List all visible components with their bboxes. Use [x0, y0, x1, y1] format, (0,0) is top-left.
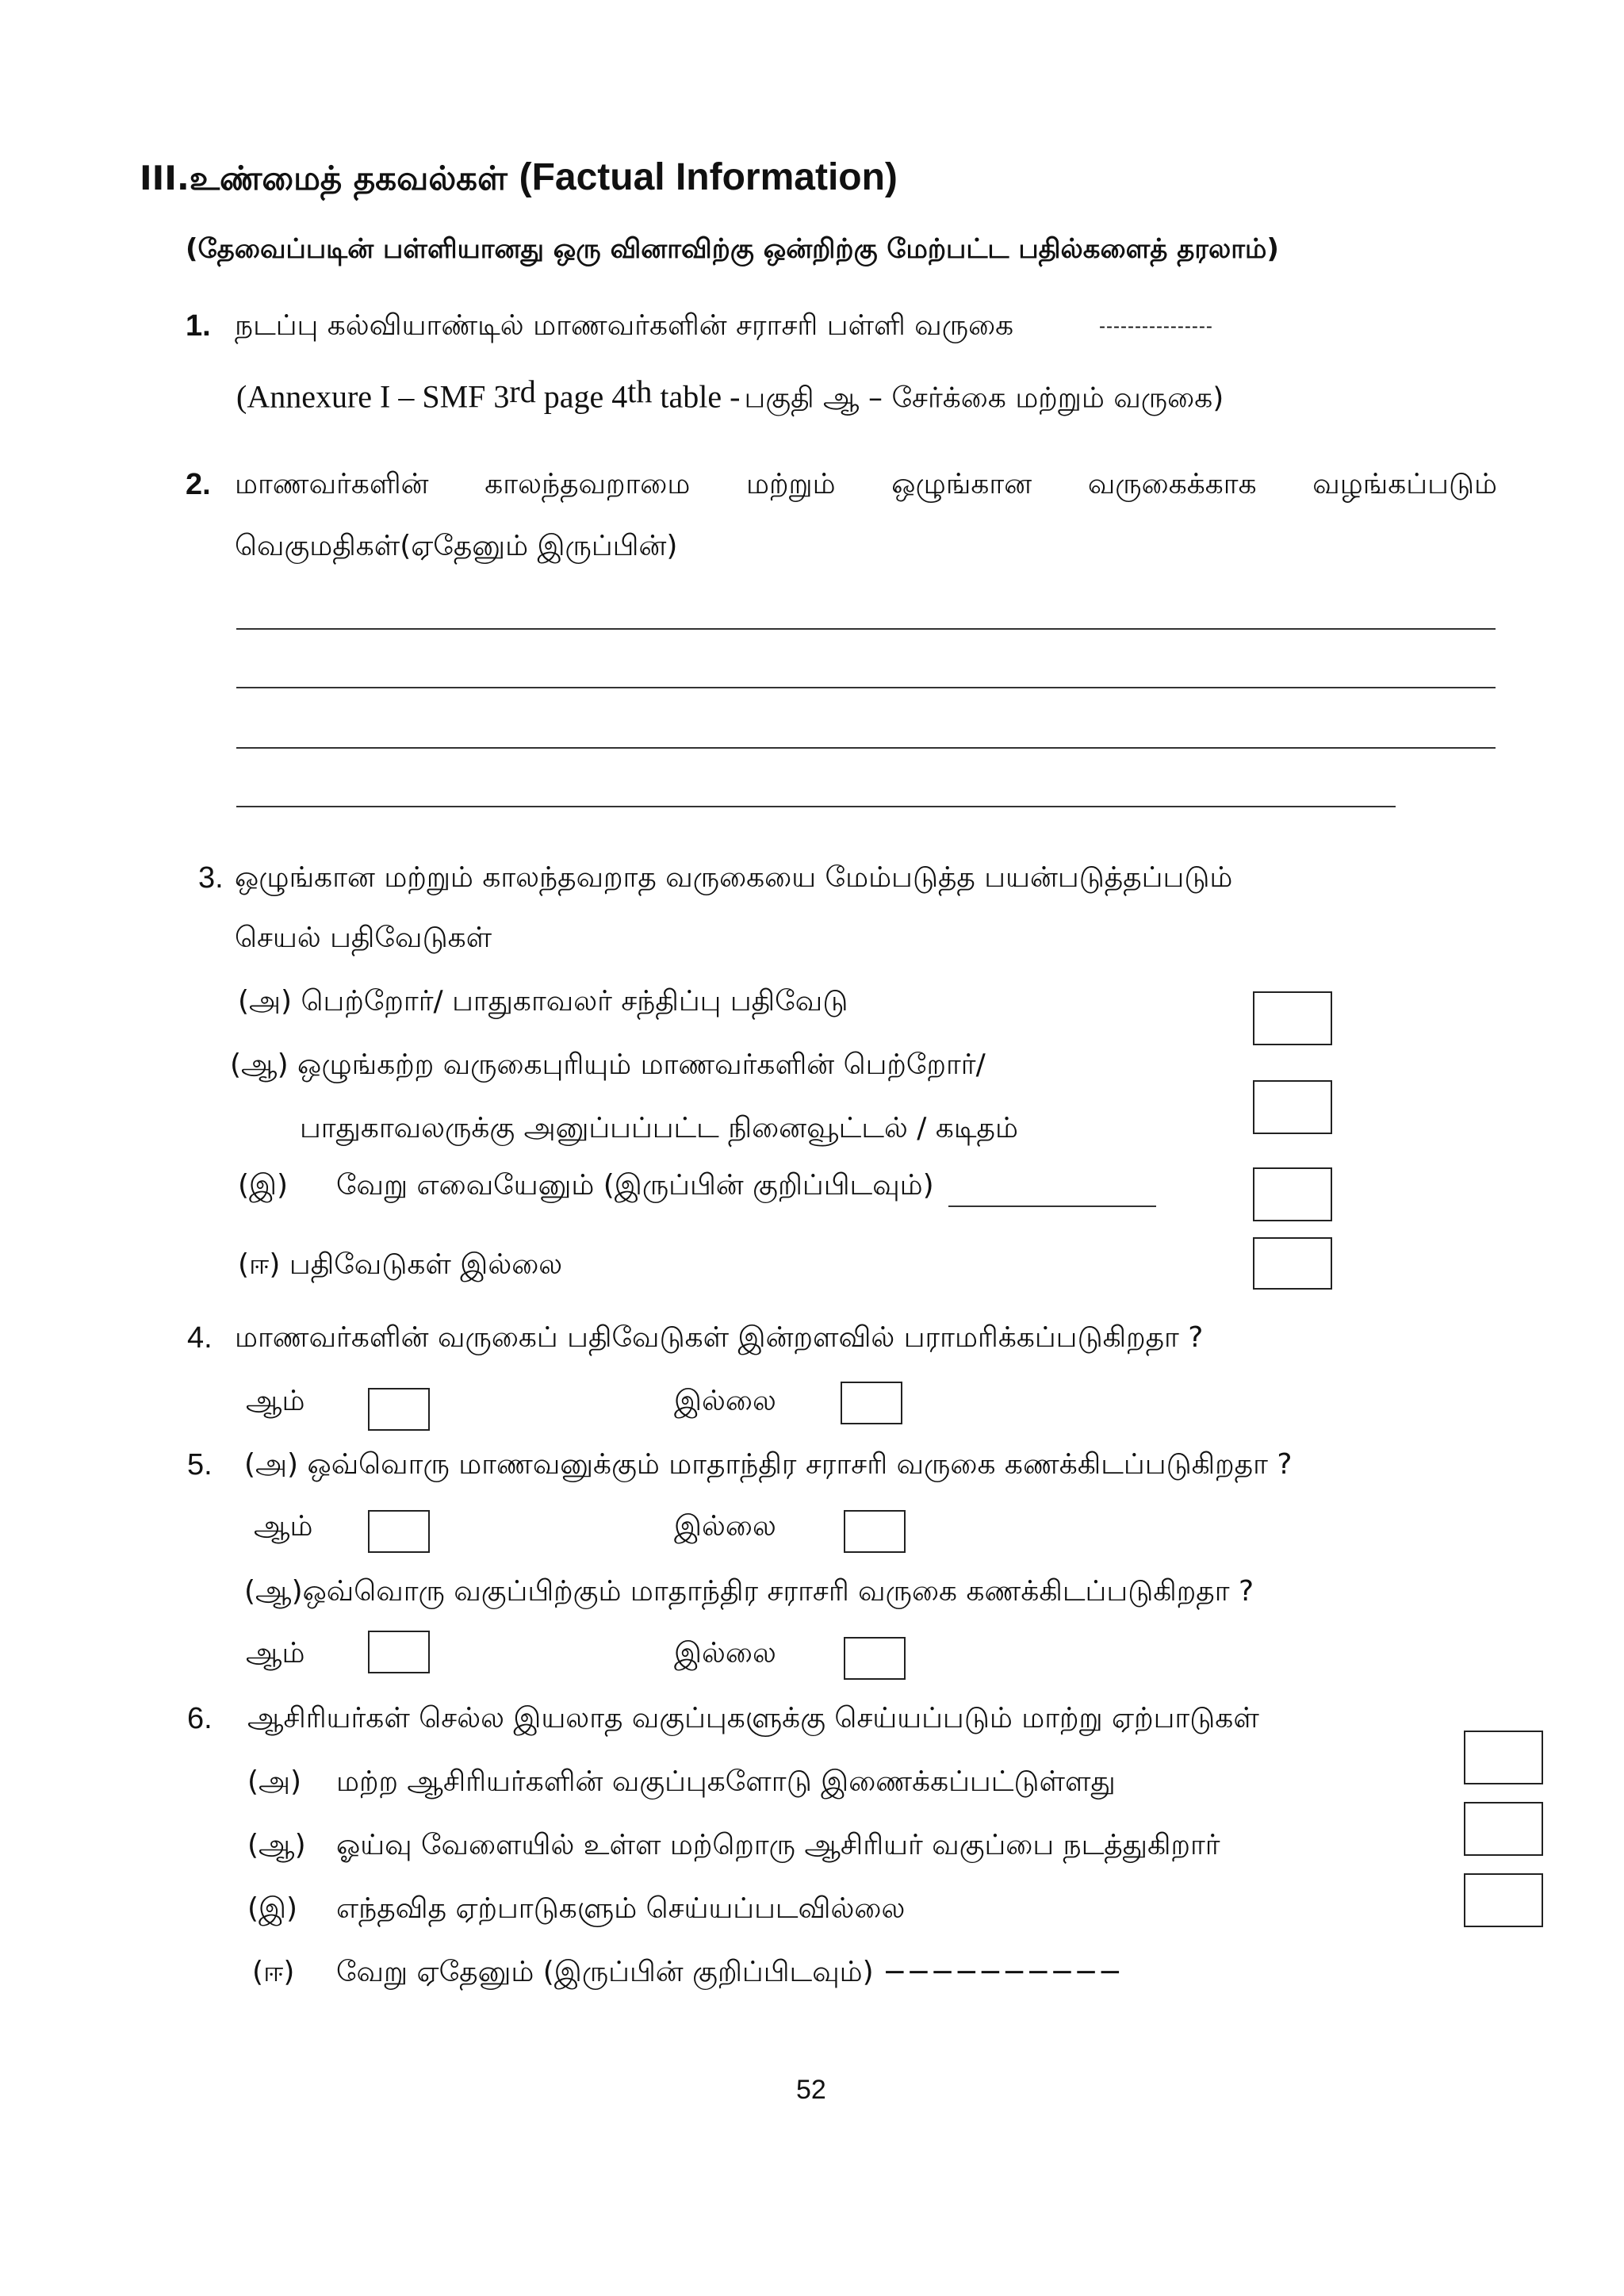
- q3-option-aa-checkbox[interactable]: [1253, 1080, 1332, 1134]
- q2-answer-line[interactable]: [236, 628, 1496, 630]
- q3-option-aa-line1: (ஆ) ஒழுங்கற்ற வருகைபுரியும் மாணவர்களின் பெற்றோர்/: [230, 1048, 986, 1081]
- q2-number: 2.: [186, 468, 211, 501]
- q4-yes-label: ஆம்: [246, 1385, 305, 1417]
- q5-a-no-checkbox[interactable]: [844, 1510, 906, 1553]
- q6-option-text: எந்தவித ஏற்பாடுகளும் செய்யப்படவில்லை: [336, 1892, 906, 1925]
- q5-b-yes-checkbox[interactable]: [368, 1631, 430, 1673]
- q3-text-line1: ஒழுங்கான மற்றும் காலந்தவறாத வருகையை மேம்படுத்த பயன்படுத்தப்படும்: [235, 861, 1233, 894]
- q1-reference: (Annexure I – SMF 3rd page 4th table - பகுதி ஆ – சேர்க்கை மற்றும் வருகை): [236, 374, 1224, 415]
- q6-number: 6.: [187, 1702, 213, 1735]
- q6-text: ஆசிரியர்கள் செல்ல இயலாத வகுப்புகளுக்கு செய்யப்படும் மாற்று ஏற்பாடுகள்: [247, 1702, 1259, 1734]
- q3-option-aa-line2: பாதுகாவலருக்கு அனுப்பப்பட்ட நினைவூட்டல் / கடிதம்: [300, 1112, 1018, 1144]
- q3-option-ii-checkbox[interactable]: [1253, 1237, 1332, 1290]
- q6-option-label: (அ): [247, 1765, 302, 1798]
- q6-option-label: (ஈ): [252, 1956, 295, 1988]
- q4-no-label: இல்லை: [674, 1385, 776, 1417]
- q3-option-a: (அ) பெற்றோர்/ பாதுகாவலர் சந்திப்பு பதிவேடு: [238, 985, 848, 1018]
- page-number: 52: [796, 2075, 826, 2105]
- q2-answer-line[interactable]: [236, 687, 1496, 688]
- q6-option-aa-checkbox[interactable]: [1464, 1802, 1543, 1856]
- q6-option-text: வேறு ஏதேனும் (இருப்பின் குறிப்பிடவும்) −−−−−−−−−−: [336, 1956, 1122, 1988]
- q3-option-i-checkbox[interactable]: [1253, 1167, 1332, 1221]
- q6-option-a-checkbox[interactable]: [1464, 1731, 1543, 1784]
- q4-number: 4.: [187, 1321, 213, 1355]
- q3-text-line2: செயல் பதிவேடுகள்: [235, 922, 492, 954]
- section-instruction: (தேவைப்படின் பள்ளியானது ஒரு வினாவிற்கு ஒன்றிற்கு மேற்பட்ட பதில்களைத் தரலாம்): [186, 233, 1279, 265]
- q1-answer-blank[interactable]: ----------------: [1099, 316, 1213, 337]
- q3-option-a-checkbox[interactable]: [1253, 991, 1332, 1045]
- q2-answer-line[interactable]: [236, 806, 1396, 807]
- q4-text: மாணவர்களின் வருகைப் பதிவேடுகள் இன்றளவில் பராமரிக்கப்படுகிறதா ?: [235, 1321, 1204, 1354]
- q1-text: நடப்பு கல்வியாண்டில் மாணவர்களின் சராசரி பள்ளி வருகை: [235, 309, 1014, 342]
- q5-b-yes-label: ஆம்: [246, 1637, 305, 1669]
- q5-a-no-label: இல்லை: [674, 1510, 776, 1543]
- section-title: [140, 155, 898, 202]
- q5-a-yes-label: ஆம்: [254, 1510, 313, 1543]
- q3-option-ii: (ஈ) பதிவேடுகள் இல்லை: [238, 1248, 563, 1281]
- q6-option-label: (இ): [247, 1892, 298, 1925]
- q3-option-i-text: வேறு எவையேனும் (இருப்பின் குறிப்பிடவும்): [336, 1169, 934, 1202]
- q5-b-no-checkbox[interactable]: [844, 1637, 906, 1680]
- q6-option-text: மற்ற ஆசிரியர்களின் வகுப்புகளோடு இணைக்கப்பட்டுள்ளது: [336, 1765, 1116, 1798]
- q2-answer-line[interactable]: [236, 747, 1496, 749]
- q5-b-no-label: இல்லை: [674, 1637, 776, 1669]
- q5-number: 5.: [187, 1448, 213, 1481]
- q5-part-a-text: (அ) ஒவ்வொரு மாணவனுக்கும் மாதாந்திர சராசரி வருகை கணக்கிடப்படுகிறதா ?: [244, 1448, 1293, 1481]
- section-title-tamil: III.உண்மைத் தகவல்கள்: [140, 159, 508, 197]
- q5-a-yes-checkbox[interactable]: [368, 1510, 430, 1553]
- q6-option-i-checkbox[interactable]: [1464, 1873, 1543, 1927]
- q2-text-line2: வெகுமதிகள்(ஏதேனும் இருப்பின்): [235, 530, 678, 562]
- q6-option-label: (ஆ): [247, 1829, 306, 1861]
- q3-option-i-answer-line[interactable]: [948, 1205, 1156, 1207]
- q3-number: 3.: [198, 861, 224, 895]
- q3-option-i-label: (இ): [238, 1169, 289, 1202]
- q4-yes-checkbox[interactable]: [368, 1388, 430, 1431]
- section-title-english: (Factual Information): [519, 156, 898, 198]
- q2-text-line1: மாணவர்களின் காலந்தவறாமை மற்றும் ஒழுங்கான வருகைக்காக வழங்கப்படும்: [235, 468, 1497, 500]
- q4-no-checkbox[interactable]: [841, 1382, 902, 1424]
- q5-part-b-text: (ஆ)ஒவ்வொரு வகுப்பிற்கும் மாதாந்திர சராசரி வருகை கணக்கிடப்படுகிறதா ?: [244, 1575, 1254, 1608]
- q1-number: 1.: [186, 309, 211, 343]
- q6-option-text: ஓய்வு வேளையில் உள்ள மற்றொரு ஆசிரியர் வகுப்பை நடத்துகிறார்: [336, 1829, 1220, 1861]
